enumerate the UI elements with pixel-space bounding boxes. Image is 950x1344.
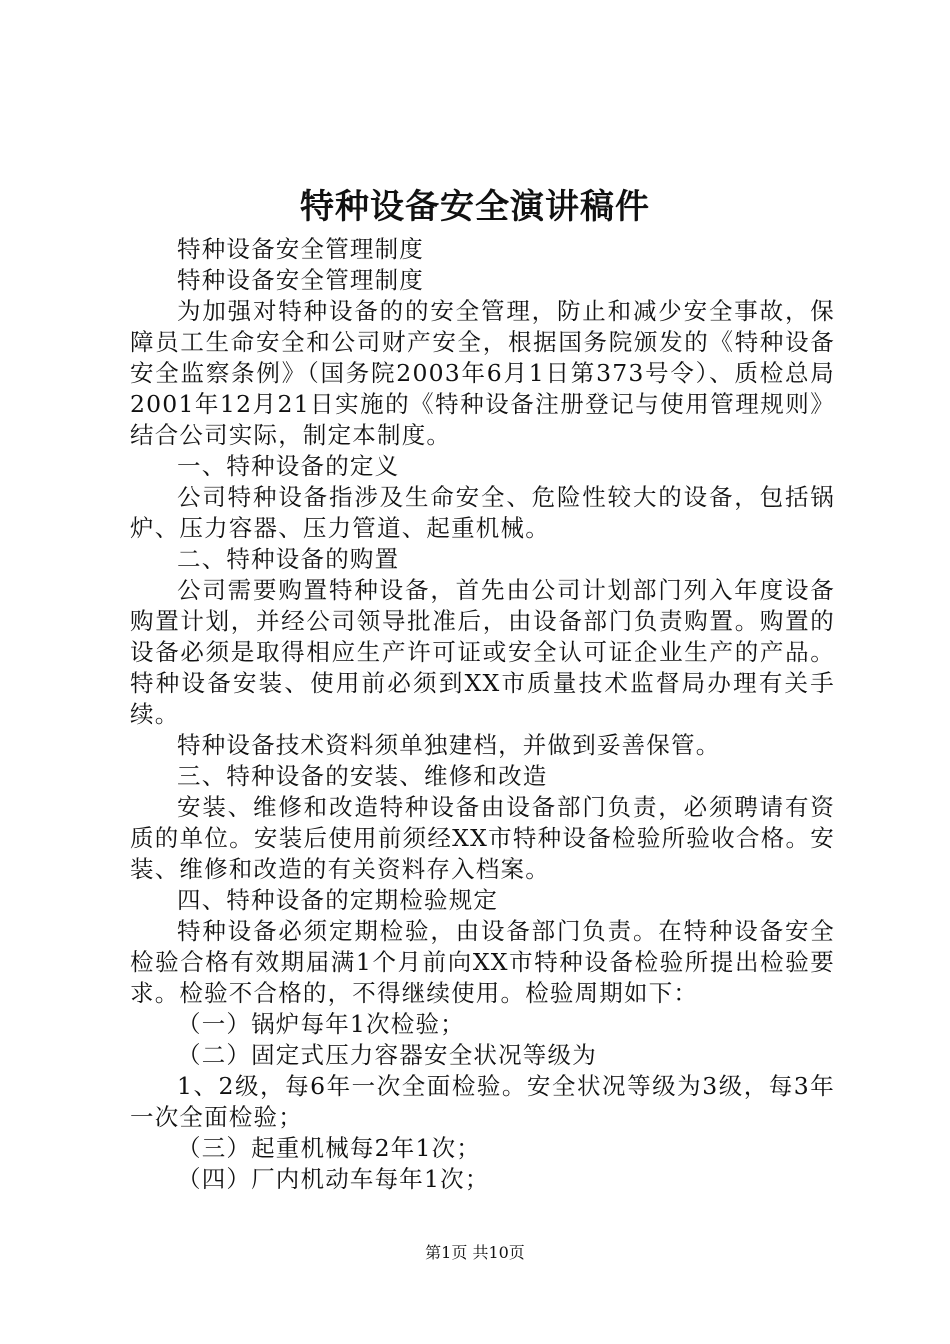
paragraph: 公司特种设备指涉及生命安全、危险性较大的设备，包括锅炉、压力容器、压力管道、起重机械。	[130, 483, 835, 542]
list-item: （三）起重机械每2年1次；	[177, 1134, 482, 1162]
paragraph: 特种设备技术资料须单独建档，并做到妥善保管。	[177, 731, 721, 759]
paragraph: 1、2级，每6年一次全面检验。安全状况等级为3级，每3年一次全面检验；	[130, 1072, 835, 1131]
document-title: 特种设备安全演讲稿件	[300, 187, 650, 227]
list-item: （四）厂内机动车每年1次；	[177, 1165, 490, 1193]
paragraph: 公司需要购置特种设备，首先由公司计划部门列入年度设备购置计划，并经公司领导批准后，由设备部门负责购置。购置的设备必须是取得相应生产许可证或安全认可证企业生产的产品。特种设备安装、使用前必须到XX市质量技术监督局办理有关手续。	[130, 576, 835, 728]
paragraph: 为加强对特种设备的的安全管理，防止和减少安全事故，保障员工生命安全和公司财产安全，根据国务院颁发的《特种设备安全监察条例》（国务院2003年6月1日第373号令）、质检总局2001年12月21日实施的《特种设备注册登记与使用管理规则》结合公司实际，制定本制度。	[130, 297, 835, 449]
paragraph: 特种设备安全管理制度	[177, 235, 424, 263]
paragraph: 特种设备必须定期检验，由设备部门负责。在特种设备安全检验合格有效期届满1个月前向XX市特种设备检验所提出检验要求。检验不合格的，不得继续使用。检验周期如下：	[130, 917, 835, 1007]
section-heading: 四、特种设备的定期检验规定	[177, 886, 499, 914]
section-heading: 一、特种设备的定义	[177, 452, 400, 480]
page-footer: 第1页 共10页	[425, 1243, 525, 1262]
paragraph: 特种设备安全管理制度	[177, 266, 424, 294]
document-body	[130, 234, 835, 1195]
list-item: （二）固定式压力容器安全状况等级为	[177, 1041, 597, 1069]
list-item: （一）锅炉每年1次检验；	[177, 1010, 465, 1038]
section-heading: 二、特种设备的购置	[177, 545, 400, 573]
paragraph: 安装、维修和改造特种设备由设备部门负责，必须聘请有资质的单位。安装后使用前须经XX市特种设备检验所验收合格。安装、维修和改造的有关资料存入档案。	[130, 793, 835, 883]
section-heading: 三、特种设备的安装、维修和改造	[177, 762, 548, 790]
